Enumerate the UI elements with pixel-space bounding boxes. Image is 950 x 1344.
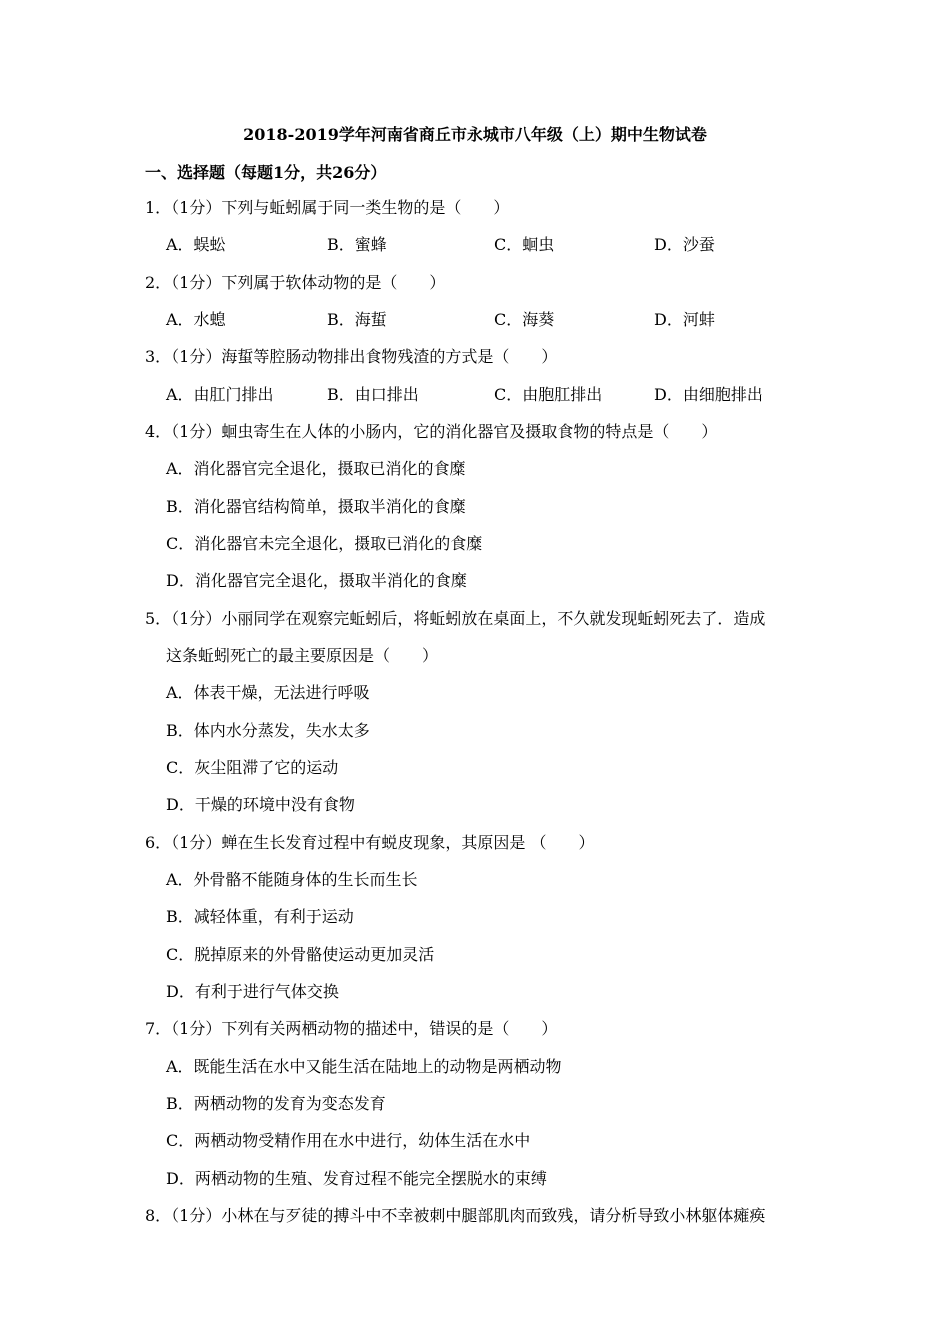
option: D．干燥的环境中没有食物	[166, 795, 355, 814]
option: A．蜈蚣	[166, 235, 226, 254]
option: C．海葵	[494, 310, 555, 329]
option: C．脱掉原来的外骨骼使运动更加灵活	[166, 945, 435, 964]
option: A．体表干燥，无法进行呼吸	[166, 683, 370, 702]
option: C．两栖动物受精作用在水中进行，幼体生活在水中	[166, 1131, 531, 1150]
option: A．水螅	[166, 310, 226, 329]
option: B．蜜蜂	[327, 235, 387, 254]
option: A．消化器官完全退化，摄取已消化的食糜	[166, 459, 466, 478]
option: D．消化器官完全退化，摄取半消化的食糜	[166, 571, 467, 590]
option: D．两栖动物的生殖、发育过程不能完全摆脱水的束缚	[166, 1169, 547, 1188]
question-stem-continued: 这条蚯蚓死亡的最主要原因是（ ）	[166, 646, 439, 665]
question-stem: 1．（1分）下列与蚯蚓属于同一类生物的是（ ）	[145, 198, 510, 217]
option: B．消化器官结构简单，摄取半消化的食糜	[166, 497, 466, 516]
option: D．沙蚕	[654, 235, 715, 254]
option: C．灰尘阻滞了它的运动	[166, 758, 339, 777]
option: B．减轻体重，有利于运动	[166, 907, 354, 926]
options-row	[0, 310, 950, 330]
section-heading: 一、选择题（每题1分，共26分）	[145, 163, 387, 182]
question-stem: 3．（1分）海蜇等腔肠动物排出食物残渣的方式是（ ）	[145, 347, 558, 366]
question-stem: 8．（1分）小林在与歹徒的搏斗中不幸被刺中腿部肌肉而致残，请分析导致小林躯体瘫痪	[145, 1206, 766, 1225]
option: B．两栖动物的发育为变态发育	[166, 1094, 386, 1113]
option: A．外骨骼不能随身体的生长而生长	[166, 870, 418, 889]
question-stem: 7．（1分）下列有关两栖动物的描述中，错误的是（ ）	[145, 1019, 558, 1038]
options-row	[0, 385, 950, 405]
option: A．由肛门排出	[166, 385, 274, 404]
option: C．蛔虫	[494, 235, 555, 254]
option: D．河蚌	[654, 310, 715, 329]
question-stem: 4．（1分）蛔虫寄生在人体的小肠内，它的消化器官及摄取食物的特点是（ ）	[145, 422, 718, 441]
option: B．由口排出	[327, 385, 419, 404]
option: C．消化器官未完全退化，摄取已消化的食糜	[166, 534, 483, 553]
question-stem: 6．（1分）蝉在生长发育过程中有蜕皮现象，其原因是 （ ）	[145, 833, 595, 852]
option: B．体内水分蒸发，失水太多	[166, 721, 370, 740]
exam-title: 2018-2019学年河南省商丘市永城市八年级（上）期中生物试卷	[243, 125, 707, 144]
option: B．海蜇	[327, 310, 387, 329]
options-row	[0, 235, 950, 255]
option: C．由胞肛排出	[494, 385, 603, 404]
option: A．既能生活在水中又能生活在陆地上的动物是两栖动物	[166, 1057, 562, 1076]
option: D．由细胞排出	[654, 385, 763, 404]
question-stem: 2．（1分）下列属于软体动物的是（ ）	[145, 273, 446, 292]
question-stem: 5．（1分）小丽同学在观察完蚯蚓后，将蚯蚓放在桌面上，不久就发现蚯蚓死去了．造成	[145, 609, 766, 628]
option: D．有利于进行气体交换	[166, 982, 339, 1001]
